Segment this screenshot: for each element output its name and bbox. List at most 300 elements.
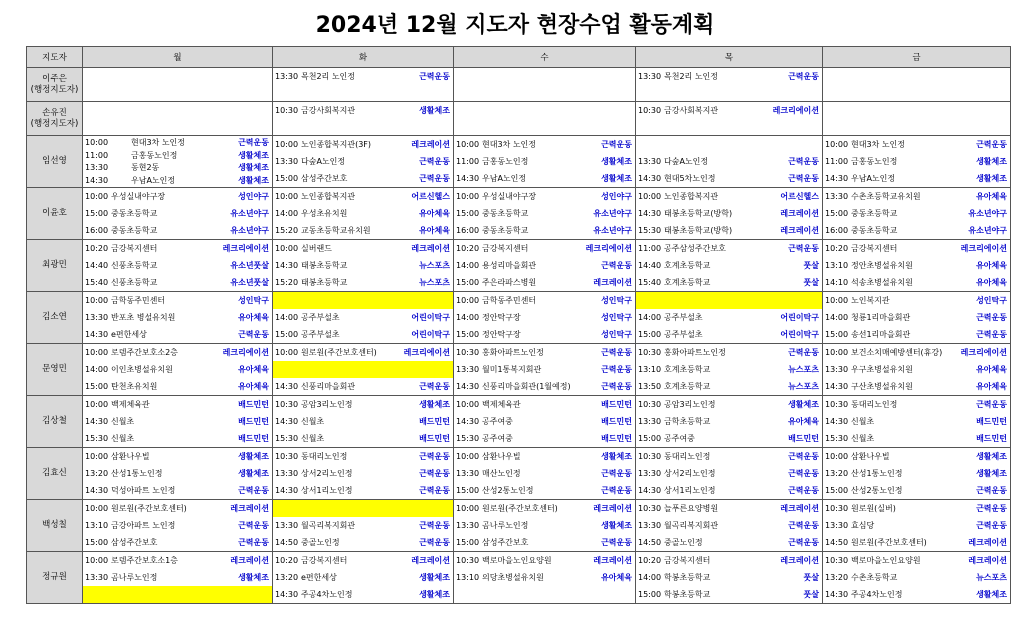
entry-program: 생활체조 (238, 573, 269, 582)
entry-time: 14:50 (638, 538, 662, 547)
entry-place: 백로마을노인요양원 (482, 556, 552, 565)
cell-lines (273, 240, 453, 291)
cell-lines (823, 292, 1010, 343)
cell-lines (636, 102, 822, 119)
schedule-entry (273, 465, 453, 482)
entry-place: 산성1통노인정 (851, 469, 903, 478)
entry-place: 삼성주간보호 (301, 174, 348, 183)
schedule-entry (83, 482, 272, 499)
header-tuesday: 화 (273, 47, 454, 68)
entry-place: 동대리노인정 (301, 452, 348, 461)
instructor-row (27, 292, 1011, 344)
schedule-entry (454, 413, 635, 430)
cell-lines (454, 344, 635, 395)
entry-time: 15:00 (456, 538, 480, 547)
entry-program: 유아체육 (238, 313, 269, 322)
schedule-entry (273, 482, 453, 499)
entry-place: 중동초등학교 (482, 209, 529, 218)
entry-place: 중동초등학교 (111, 226, 158, 235)
entry-program: 뉴스포츠 (788, 365, 819, 374)
entry-time: 10:00 (456, 504, 480, 513)
entry-time: 15:30 (85, 434, 109, 443)
entry-place: 신월초 (301, 417, 325, 426)
schedule-entry (454, 344, 635, 361)
entry-place: 태봉초등학교(방학) (664, 226, 733, 235)
entry-time: 15:00 (275, 174, 299, 183)
entry-program: 유소년야구 (230, 209, 269, 218)
schedule-entry (273, 552, 453, 569)
entry-program: 근력운동 (419, 521, 450, 530)
entry-time: 15:00 (85, 538, 109, 547)
schedule-entry (273, 136, 453, 153)
entry-time: 14:30 (275, 486, 299, 495)
entry-time: 14:50 (275, 538, 299, 547)
schedule-entry (823, 257, 1010, 274)
day-cell (823, 448, 1011, 500)
instructor-row (27, 240, 1011, 292)
entry-time: 15:30 (456, 434, 480, 443)
schedule-entry (83, 292, 272, 309)
schedule-entry (273, 240, 453, 257)
instructor-name-cell (27, 500, 83, 552)
entry-program: 생활체조 (419, 590, 450, 599)
instructor-name: 김상철 (42, 416, 67, 426)
day-cell (454, 188, 636, 240)
entry-place: 목천2리 노인정 (301, 72, 356, 81)
entry-time: 10:30 (638, 504, 662, 513)
day-cell (636, 344, 823, 396)
schedule-entry (454, 326, 635, 343)
entry-time: 15:00 (638, 330, 662, 339)
entry-program: 배드민턴 (238, 417, 269, 426)
entry-program: 근력운동 (601, 486, 632, 495)
day-cell (454, 240, 636, 292)
day-cell (273, 552, 454, 604)
instructor-name: 정규원 (42, 572, 67, 582)
day-cell (823, 292, 1011, 344)
cell-lines (273, 500, 453, 551)
schedule-entry (83, 465, 272, 482)
schedule-entry (273, 170, 453, 187)
instructor-name: 이주은 (42, 73, 67, 84)
entry-program: 근력운동 (238, 521, 269, 530)
entry-place: 교동초등학교유치원 (301, 226, 371, 235)
entry-place: 우성실내야구장 (111, 192, 166, 201)
cell-lines (83, 240, 272, 291)
entry-place: 삼성주간보호 (111, 538, 158, 547)
entry-program: 근력운동 (238, 137, 269, 147)
entry-time: 14:30 (825, 590, 849, 599)
entry-time: 13:30 (275, 72, 299, 81)
entry-program: 근력운동 (238, 486, 269, 495)
schedule-entry (454, 552, 635, 569)
day-cell (823, 552, 1011, 604)
entry-program: 성인야구 (238, 192, 269, 201)
entry-time: 15:20 (275, 278, 299, 287)
entry-place: 로뎀주간보호소1층 (111, 556, 178, 565)
entry-program: 풋살 (803, 261, 819, 270)
entry-time: 10:00 (456, 452, 480, 461)
entry-time: 13:10 (456, 573, 480, 582)
entry-program: 근력운동 (601, 538, 632, 547)
schedule-entry (273, 153, 453, 170)
entry-place: 공주부설초 (664, 330, 703, 339)
entry-program: 레크리에이션 (960, 244, 1007, 253)
entry-place: 실버랜드 (301, 244, 332, 253)
entry-program: 배드민턴 (238, 400, 269, 409)
entry-time: 10:30 (275, 452, 299, 461)
entry-program: 유소년야구 (593, 209, 632, 218)
day-cell (83, 552, 273, 604)
entry-place: 태봉초등학교 (301, 278, 348, 287)
day-cell (273, 448, 454, 500)
entry-time: 11:00 (456, 157, 480, 166)
entry-time: 11:00 (85, 150, 109, 160)
day-cell (273, 292, 454, 344)
entry-place: 공주여중 (664, 434, 695, 443)
schedule-entry (823, 292, 1010, 309)
schedule-entry (823, 240, 1010, 257)
entry-time: 14:30 (275, 590, 299, 599)
instructor-name: 손유진 (42, 107, 67, 118)
instructor-row (27, 136, 1011, 188)
entry-program: 배드민턴 (601, 417, 632, 426)
entry-place: 공주부설초 (664, 313, 703, 322)
schedule-entry (273, 309, 453, 326)
entry-time: 13:30 (456, 469, 480, 478)
schedule-entry (83, 150, 272, 161)
entry-program: 생활체조 (419, 106, 450, 115)
schedule-entry (636, 68, 822, 85)
entry-time: 13:30 (456, 521, 480, 530)
day-cell (636, 188, 823, 240)
entry-program: 생활체조 (238, 176, 269, 186)
schedule-entry (454, 222, 635, 239)
entry-time: 15:00 (638, 434, 662, 443)
entry-program: 근력운동 (419, 174, 450, 183)
entry-program: 레크레이션 (780, 226, 819, 235)
entry-time: 13:30 (638, 417, 662, 426)
cell-lines (636, 136, 822, 187)
entry-place: 금강아파트 노인정 (111, 521, 176, 530)
instructor-name: 최광민 (42, 260, 67, 270)
day-cell (454, 500, 636, 552)
schedule-entry (636, 552, 822, 569)
entry-place: 금강사회복지관 (301, 106, 356, 115)
schedule-entry (636, 396, 822, 413)
schedule-entry (273, 274, 453, 291)
entry-place: 호계초등학교 (664, 365, 711, 374)
day-cell (83, 396, 273, 448)
entry-place: 공주부설초 (301, 313, 340, 322)
entry-time: 10:00 (85, 556, 109, 565)
entry-program: 생활체조 (788, 400, 819, 409)
day-cell (454, 344, 636, 396)
schedule-entry (636, 569, 822, 586)
schedule-entry (823, 465, 1010, 482)
entry-program: 근력운동 (419, 157, 450, 166)
entry-time: 10:20 (825, 244, 849, 253)
instructor-name: 문영민 (42, 364, 67, 374)
day-cell (273, 396, 454, 448)
entry-time: 15:40 (85, 278, 109, 287)
entry-program: 근력운동 (976, 330, 1007, 339)
schedule-entry (454, 309, 635, 326)
cell-lines (454, 240, 635, 291)
entry-program: 레크레이션 (968, 556, 1007, 565)
entry-time: 10:30 (638, 106, 662, 115)
entry-program: 근력운동 (419, 452, 450, 461)
entry-place: 삼환나우빌 (111, 452, 150, 461)
schedule-entry (83, 257, 272, 274)
entry-time: 15:00 (825, 330, 849, 339)
entry-place: 신월초 (111, 417, 135, 426)
instructor-row (27, 344, 1011, 396)
entry-place: 보건소치매예방센터(휴강) (851, 348, 943, 357)
entry-place: 태봉초등학교(방학) (664, 209, 733, 218)
entry-time: 14:00 (456, 313, 480, 322)
schedule-entry (636, 222, 822, 239)
entry-program: 레크리에이션 (585, 244, 632, 253)
schedule-entry (636, 586, 822, 603)
entry-place: 홍화아파트노인정 (664, 348, 726, 357)
schedule-entry (823, 309, 1010, 326)
entry-place: 정안초병설유치원 (851, 261, 913, 270)
entry-place: 우남A노인정 (851, 174, 896, 183)
instructor-name: 이윤호 (42, 208, 67, 218)
entry-place: 신월초 (111, 434, 135, 443)
schedule-entry (83, 413, 272, 430)
schedule-table (26, 46, 1011, 604)
cell-lines (823, 448, 1010, 499)
entry-program: 성인탁구 (601, 330, 632, 339)
entry-program: 레크리에이션 (960, 348, 1007, 357)
schedule-entry (454, 586, 635, 603)
entry-program: 뉴스포츠 (976, 573, 1007, 582)
entry-place: 호계초등학교 (664, 278, 711, 287)
entry-time: 10:00 (275, 348, 299, 357)
day-cell (636, 448, 823, 500)
schedule-entry (823, 222, 1010, 239)
day-cell (83, 344, 273, 396)
entry-time: 10:00 (825, 348, 849, 357)
instructor-name-cell (27, 188, 83, 240)
entry-program: 근력운동 (976, 400, 1007, 409)
entry-time: 14:00 (275, 209, 299, 218)
entry-place: 우성초유치원 (301, 209, 348, 218)
entry-program: 레크리에이션 (222, 244, 269, 253)
entry-program: 생활체조 (601, 452, 632, 461)
entry-program: 레크레이션 (780, 504, 819, 513)
entry-program: 유아체육 (238, 365, 269, 374)
instructor-row (27, 448, 1011, 500)
day-cell (454, 68, 636, 102)
entry-program: 근력운동 (788, 348, 819, 357)
entry-program: 배드민턴 (238, 434, 269, 443)
schedule-entry (273, 68, 453, 85)
instructor-name: 임선영 (42, 156, 67, 166)
entry-program: 근력운동 (601, 261, 632, 270)
entry-time: 14:30 (275, 382, 299, 391)
entry-time: 15:00 (456, 278, 480, 287)
day-cell (636, 292, 823, 344)
schedule-entry (454, 517, 635, 534)
entry-place: 반포초 병설유치원 (111, 313, 176, 322)
schedule-entry (454, 482, 635, 499)
entry-program: 근력운동 (976, 521, 1007, 530)
cell-lines (273, 292, 453, 343)
day-cell (83, 68, 273, 102)
header-row (27, 47, 1011, 68)
schedule-entry (636, 153, 822, 170)
entry-time: 14:00 (638, 573, 662, 582)
entry-place: 삼환나우빌 (851, 452, 890, 461)
entry-place: 우구초병설유치원 (851, 365, 913, 374)
entry-place: 공주여중 (482, 434, 513, 443)
schedule-entry (273, 102, 453, 119)
cell-lines (636, 500, 822, 551)
cell-lines (636, 344, 822, 395)
entry-program: 레크레이션 (230, 504, 269, 513)
entry-program: 근력운동 (238, 330, 269, 339)
schedule-entry (636, 102, 822, 119)
entry-time: 15:00 (825, 486, 849, 495)
entry-program: 생활체조 (976, 452, 1007, 461)
day-cell (454, 448, 636, 500)
entry-place: 금학초등학교 (664, 417, 711, 426)
entry-place: 태봉초등학교 (301, 261, 348, 270)
entry-place: 호계초등학교 (664, 261, 711, 270)
entry-time: 15:00 (825, 209, 849, 218)
schedule-entry (273, 396, 453, 413)
entry-place: 탄천초유치원 (111, 382, 158, 391)
entry-program: 근력운동 (419, 486, 450, 495)
entry-program: 근력운동 (601, 382, 632, 391)
instructor-name-cell (27, 552, 83, 604)
entry-program: 레크리에이션 (222, 348, 269, 357)
schedule-entry (273, 344, 453, 361)
schedule-entry (636, 517, 822, 534)
entry-time: 15:00 (275, 330, 299, 339)
entry-time: 15:40 (638, 278, 662, 287)
schedule-entry (636, 136, 822, 153)
entry-place: 금홍동노인정 (131, 150, 178, 160)
entry-time: 14:30 (825, 174, 849, 183)
entry-program: 성인야구 (601, 192, 632, 201)
day-cell (636, 102, 823, 136)
entry-place: 학봉초등학교 (664, 590, 711, 599)
entry-place: 늘푸른요양병원 (664, 504, 719, 513)
entry-program: 근력운동 (788, 486, 819, 495)
entry-place: 중골노인정 (664, 538, 703, 547)
entry-time: 13:20 (825, 573, 849, 582)
day-cell (273, 500, 454, 552)
entry-program: 배드민턴 (976, 417, 1007, 426)
entry-place: 우남A노인정 (482, 174, 527, 183)
schedule-entry (83, 361, 272, 378)
entry-time: 10:30 (825, 556, 849, 565)
day-cell (83, 448, 273, 500)
cell-lines (636, 552, 822, 603)
entry-program: 배드민턴 (601, 434, 632, 443)
schedule-entry (636, 500, 822, 517)
entry-time: 10:30 (638, 348, 662, 357)
entry-place: 금학동주민센터 (482, 296, 537, 305)
entry-time: 14:30 (85, 330, 109, 339)
cell-lines (83, 552, 272, 603)
entry-time: 10:30 (275, 400, 299, 409)
entry-time: 10:00 (456, 400, 480, 409)
entry-program: 생활체조 (976, 590, 1007, 599)
schedule-entry (823, 378, 1010, 395)
entry-time: 15:30 (275, 434, 299, 443)
entry-program: 근력운동 (788, 538, 819, 547)
schedule-entry (83, 222, 272, 239)
instructor-name-cell (27, 240, 83, 292)
entry-program: 유아체육 (419, 209, 450, 218)
entry-place: 현대3차 노인정 (851, 140, 906, 149)
entry-time: 14:30 (456, 382, 480, 391)
cell-lines (273, 448, 453, 499)
entry-program: 뉴스포츠 (419, 261, 450, 270)
entry-time: 10:00 (275, 244, 299, 253)
entry-time: 10:00 (85, 192, 109, 201)
schedule-entry (636, 482, 822, 499)
entry-time: 15:00 (85, 209, 109, 218)
entry-program: 근력운동 (788, 469, 819, 478)
entry-program: 유아체육 (788, 417, 819, 426)
instructor-name-cell (27, 136, 83, 188)
schedule-entry (273, 517, 453, 534)
entry-place: 공암3리노인정 (301, 400, 353, 409)
entry-place: 주은라파스병원 (482, 278, 537, 287)
schedule-entry (454, 136, 635, 153)
cell-lines (454, 552, 635, 603)
header-friday: 금 (823, 47, 1011, 68)
schedule-entry (273, 534, 453, 551)
entry-program: 근력운동 (788, 72, 819, 81)
schedule-entry (823, 430, 1010, 447)
entry-time: 14:30 (638, 174, 662, 183)
schedule-entry (83, 326, 272, 343)
schedule-entry (273, 430, 453, 447)
entry-program: 근력운동 (601, 365, 632, 374)
entry-time: 11:00 (638, 244, 662, 253)
cell-lines (636, 240, 822, 291)
entry-place: 상서2리노인정 (664, 469, 716, 478)
entry-program: 레크리에이션 (403, 348, 450, 357)
entry-time: 13:30 (456, 365, 480, 374)
cell-lines (273, 102, 453, 119)
schedule-entry (636, 274, 822, 291)
entry-program: 근력운동 (788, 521, 819, 530)
entry-place: 매산노인정 (482, 469, 521, 478)
header-thursday: 목 (636, 47, 823, 68)
schedule-entry (83, 500, 272, 517)
cell-lines (83, 500, 272, 551)
schedule-entry (83, 344, 272, 361)
cell-lines (454, 500, 635, 551)
entry-place: 중동초등학교 (851, 226, 898, 235)
entry-place: 현대5차노인정 (664, 174, 716, 183)
entry-place: 중동초등학교 (851, 209, 898, 218)
schedule-entry (823, 586, 1010, 603)
entry-place: 금홍동노인정 (851, 157, 898, 166)
cell-lines (273, 188, 453, 239)
entry-program: 배드민턴 (976, 434, 1007, 443)
entry-place: 월미1통복지회관 (482, 365, 542, 374)
instructor-name-cell (27, 396, 83, 448)
